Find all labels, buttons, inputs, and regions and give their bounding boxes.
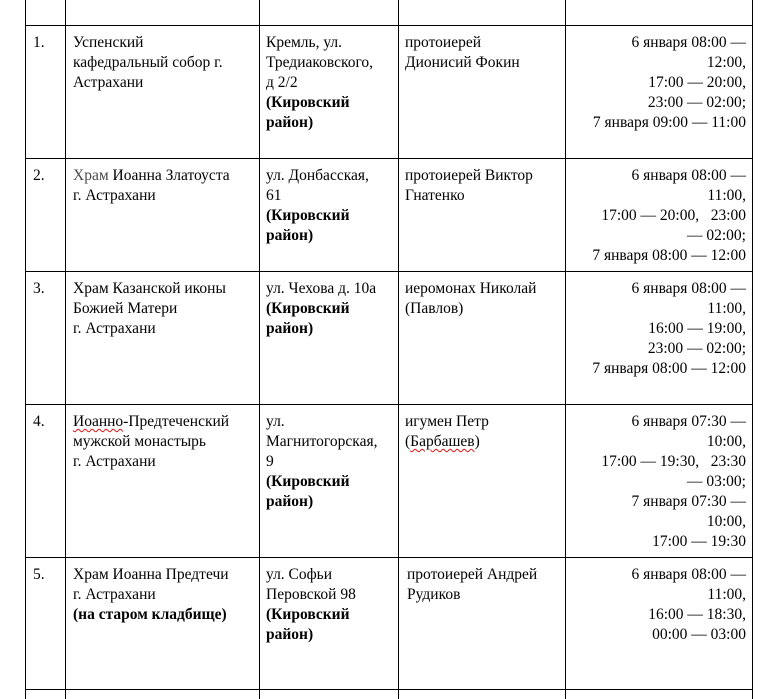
time-line: 00:00 — 03:00 xyxy=(652,626,746,643)
district-line: район) xyxy=(266,114,314,131)
table-border-right xyxy=(752,0,753,699)
row-number: 4. xyxy=(33,413,45,430)
row-divider xyxy=(25,689,753,690)
address-line: Магнитогорская, xyxy=(266,433,378,450)
church-name-word: Иоанна Златоуста xyxy=(108,167,230,184)
row-number: 1. xyxy=(33,34,45,51)
district-line: (Кировский xyxy=(266,94,350,111)
address-line: ул. Донбасская, xyxy=(266,167,369,184)
church-address xyxy=(266,33,394,133)
table-border-left xyxy=(25,0,26,699)
address-line: Перовской 98 xyxy=(266,586,356,603)
church-name xyxy=(73,166,258,206)
church-address xyxy=(266,279,394,339)
time-line: 17:00 — 19:30 xyxy=(652,533,746,550)
district-line: район) xyxy=(266,320,314,337)
priest-name: игумен Петр (Барбашев) xyxy=(405,412,563,452)
service-times xyxy=(566,565,746,645)
address-line: Тредиаковского, xyxy=(266,54,374,71)
address-line: 61 xyxy=(266,187,282,204)
service-times xyxy=(566,412,746,552)
time-line: 7 января 08:00 — 12:00 xyxy=(592,247,746,264)
address-line: ул. xyxy=(266,413,285,430)
service-times xyxy=(566,33,746,133)
table-column-divider xyxy=(398,0,399,699)
church-address xyxy=(266,166,394,246)
church-name-line: кафедральный собор г. xyxy=(73,54,223,71)
district-line: (Кировский xyxy=(266,207,350,224)
service-times xyxy=(566,166,746,266)
church-name-line: г. Астрахани xyxy=(73,453,156,470)
church-name-word: Храм xyxy=(73,167,109,184)
row-number: 3. xyxy=(33,280,45,297)
church-name xyxy=(73,565,258,625)
time-line: 23:00 — 02:00; xyxy=(647,94,746,111)
time-line: 6 января 08:00 — xyxy=(631,566,746,583)
time-line: 17:00 — 20:00, 23:00 xyxy=(601,207,746,224)
time-line: 16:00 — 19:00, xyxy=(648,320,746,337)
time-line: 6 января 07:30 — xyxy=(631,413,746,430)
church-name xyxy=(73,279,258,339)
priest-line: протоиерей Виктор xyxy=(405,167,533,184)
address-line: ул. Софьи xyxy=(266,566,333,583)
address-line: Кремль, ул. xyxy=(266,34,343,51)
time-line: 7 января 09:00 — 11:00 xyxy=(592,114,746,131)
time-line: — 02:00; xyxy=(687,227,746,244)
priest-line: (Павлов) xyxy=(405,300,464,317)
time-line: 11:00, xyxy=(707,586,746,603)
priest-line: Рудиков xyxy=(407,586,461,603)
time-line: 23:00 — 02:00; xyxy=(647,340,746,357)
church-name xyxy=(73,412,258,472)
time-line: 12:00, xyxy=(706,54,746,71)
time-line: 11:00, xyxy=(707,187,746,204)
address-line: 9 xyxy=(266,453,274,470)
row-divider xyxy=(25,557,753,558)
district-line: (Кировский xyxy=(266,300,350,317)
priest-surname: Барбашев xyxy=(410,433,475,450)
time-line: 7 января 07:30 — xyxy=(631,493,746,510)
priest-line: иеромонах Николай xyxy=(405,280,537,297)
priest-name xyxy=(405,33,563,73)
row-number: 2. xyxy=(33,167,45,184)
church-name-line: Успенский xyxy=(73,34,144,51)
time-line: 6 января 08:00 — xyxy=(631,167,746,184)
priest-line: игумен Петр xyxy=(405,413,489,430)
priest-line: протоиерей xyxy=(405,34,482,51)
time-line: 11:00, xyxy=(707,300,746,317)
table-column-divider xyxy=(65,0,66,699)
priest-line: Дионисий Фокин xyxy=(405,54,520,71)
church-name-line: г. Астрахани xyxy=(73,320,156,337)
church-name-line: Храм Иоанна Предтечи xyxy=(73,566,229,583)
time-line: 6 января 08:00 — xyxy=(631,34,746,51)
table-column-divider xyxy=(259,0,260,699)
priest-line: Гнатенко xyxy=(405,187,465,204)
time-line: 17:00 — 19:30, 23:30 xyxy=(601,453,746,470)
time-line: 10:00, xyxy=(706,513,746,530)
church-name-line: Божией Матери xyxy=(73,300,178,317)
church-name-word: -Предтеченский xyxy=(123,413,230,430)
district-line: район) xyxy=(266,626,314,643)
time-line: 17:00 — 20:00, xyxy=(648,74,746,91)
church-name-line: мужской монастырь xyxy=(73,433,206,450)
church-name-word: Иоанно xyxy=(73,413,124,430)
church-name-note: (на старом кладбище) xyxy=(73,606,227,623)
time-line: 16:00 — 18:30, xyxy=(648,606,746,623)
priest-name xyxy=(407,565,565,605)
church-name-line: г. Астрахани xyxy=(73,187,156,204)
row-number: 5. xyxy=(33,566,45,583)
church-name xyxy=(73,33,258,93)
district-line: район) xyxy=(266,227,314,244)
service-times xyxy=(566,279,746,379)
row-divider xyxy=(25,271,753,272)
address-line: ул. Чехова д. 10а xyxy=(266,280,377,297)
church-name-line: Астрахани xyxy=(73,74,144,91)
priest-name xyxy=(405,166,563,206)
priest-name xyxy=(405,279,563,319)
district-line: (Кировский xyxy=(266,606,350,623)
time-line: 10:00, xyxy=(706,433,746,450)
time-line: — 03:00; xyxy=(687,473,746,490)
church-name-line: Храм Казанской иконы xyxy=(73,280,226,297)
row-divider xyxy=(25,404,753,405)
church-address xyxy=(266,412,394,512)
time-line: 7 января 08:00 — 12:00 xyxy=(592,360,746,377)
row-divider xyxy=(25,158,753,159)
church-name-line: г. Астрахани xyxy=(73,586,156,603)
district-line: (Кировский xyxy=(266,473,350,490)
church-address xyxy=(266,565,394,645)
row-divider xyxy=(25,25,753,26)
district-line: район) xyxy=(266,493,314,510)
time-line: 6 января 08:00 — xyxy=(631,280,746,297)
address-line: д 2/2 xyxy=(266,74,298,91)
priest-line: протоиерей Андрей xyxy=(407,566,538,583)
